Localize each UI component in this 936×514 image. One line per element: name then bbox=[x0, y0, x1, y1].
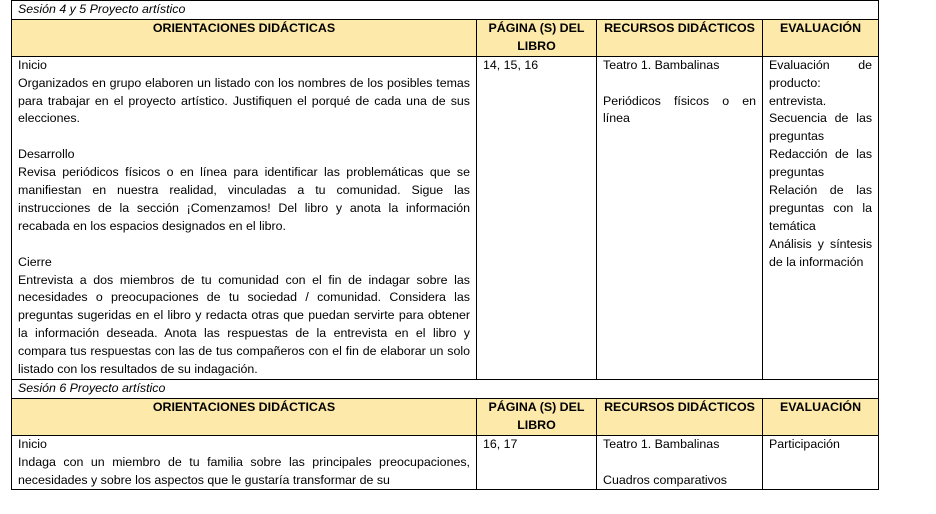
session-title-row bbox=[12, 1, 879, 20]
session-title: Sesión 6 Proyecto artístico bbox=[12, 380, 879, 399]
recursos-cell bbox=[597, 56, 763, 379]
evaluacion-item: Redacción de las preguntas bbox=[769, 147, 873, 180]
header-paginas: PÁGINA (S) DEL LIBRO bbox=[477, 398, 597, 435]
inicio-text: Indaga con un miembro de tu familia sobre las principales preocupaciones, necesidades y sobre los aspectos que le gustaría transformar de su bbox=[18, 454, 470, 487]
evaluacion-item: Participación bbox=[769, 436, 840, 451]
table-row bbox=[12, 56, 879, 379]
evaluacion-cell bbox=[763, 56, 879, 379]
paginas-cell: 16, 17 bbox=[477, 435, 597, 489]
desarrollo-text: Revisa periódicos físicos o en línea para identificar las problemáticas que se manifiestan en nuestra realidad, vinculadas a tu comunidad. Sigue las instrucciones de la sección ¡Comenzamos! Del libro y anota la información recabada en los espacios designados en el libro. bbox=[18, 165, 470, 233]
inicio-label: Inicio bbox=[18, 57, 47, 72]
paginas-cell: 14, 15, 16 bbox=[477, 56, 597, 379]
header-paginas: PÁGINA (S) DEL LIBRO bbox=[477, 19, 597, 56]
header-recursos: RECURSOS DIDÁCTICOS bbox=[597, 398, 763, 435]
header-recursos: RECURSOS DIDÁCTICOS bbox=[597, 19, 763, 56]
evaluacion-item: Evaluación de producto: entrevista. bbox=[769, 57, 873, 108]
evaluacion-cell bbox=[763, 435, 879, 489]
table-row bbox=[12, 435, 879, 489]
lesson-plan-table bbox=[11, 0, 879, 490]
session-title-row bbox=[12, 380, 879, 399]
recurso-item: Teatro 1. Bambalinas bbox=[603, 57, 720, 72]
cierre-text: Entrevista a dos miembros de tu comunidad con el fin de indagar sobre las necesidades o preocupaciones de tu sociedad / comunidad. Considera las preguntas sugeridas en el libro y redacta otras que puedan servirte para obtener la información deseada. Anota las respuestas de la entrevista en el libro y compara tus respuestas con las de tus compañeros con el fin de elaborar un solo listado con los resultados de su indagación. bbox=[18, 272, 470, 377]
recurso-item: Cuadros comparativos bbox=[603, 472, 727, 487]
header-orientaciones: ORIENTACIONES DIDÁCTICAS bbox=[12, 398, 477, 435]
header-evaluacion: EVALUACIÓN bbox=[763, 19, 879, 56]
evaluacion-item: Secuencia de las preguntas bbox=[769, 111, 873, 144]
table-header-row bbox=[12, 398, 879, 435]
orientaciones-cell bbox=[12, 56, 477, 379]
inicio-label: Inicio bbox=[18, 436, 47, 451]
inicio-text: Organizados en grupo elaboren un listado con los nombres de los posibles temas para trabajar en el proyecto artístico. Justifiquen el porqué de cada una de sus elecciones. bbox=[18, 75, 470, 126]
recursos-cell bbox=[597, 435, 763, 489]
table-header-row bbox=[12, 19, 879, 56]
cierre-label: Cierre bbox=[18, 254, 52, 269]
desarrollo-label: Desarrollo bbox=[18, 147, 75, 162]
orientaciones-cell bbox=[12, 435, 477, 489]
recurso-item: Teatro 1. Bambalinas bbox=[603, 436, 720, 451]
header-orientaciones: ORIENTACIONES DIDÁCTICAS bbox=[12, 19, 477, 56]
session-title: Sesión 4 y 5 Proyecto artístico bbox=[12, 1, 879, 20]
recurso-item: Periódicos físicos o en línea bbox=[603, 93, 756, 126]
evaluacion-item: Análisis y síntesis de la información bbox=[769, 236, 873, 269]
evaluacion-item: Relación de las preguntas con la temática bbox=[769, 183, 873, 233]
header-evaluacion: EVALUACIÓN bbox=[763, 398, 879, 435]
